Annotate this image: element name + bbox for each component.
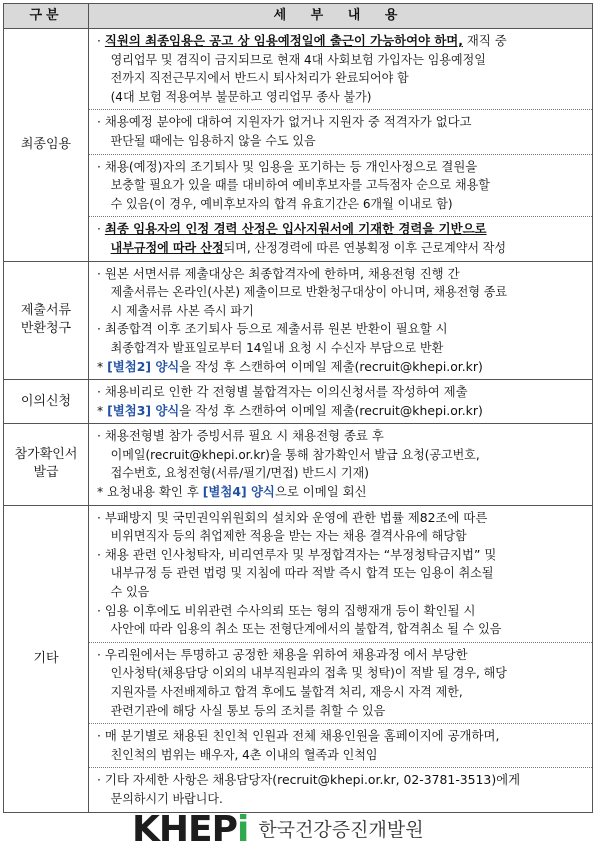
header-category: 구분 xyxy=(4,4,89,29)
text-line: 판단될 때에는 임용하지 않을 수도 있음 xyxy=(110,132,316,148)
detail-item xyxy=(89,724,592,768)
row-objection xyxy=(4,380,593,424)
detail-participation-certificate xyxy=(89,424,593,505)
text-line: 수 있음(이 경우, 예비후보자의 합격 유효기간은 6개월 이내로 함) xyxy=(110,195,453,211)
note-line: * 요청내용 확인 후 [별첨4] 양식으로 이메일 회신 xyxy=(97,484,367,500)
text-line: 문의하시기 바랍니다. xyxy=(110,790,223,806)
detail-item xyxy=(89,506,592,643)
text-line: 비위면직자 등의 취업제한 적용을 받는 자는 채용 결격사유에 해당함 xyxy=(110,528,467,544)
text-line: 인사청탁(채용담당 이외의 내부직원과의 접촉 및 청탁)이 적발 될 경우, 해당 xyxy=(110,665,507,681)
khepi-logo xyxy=(132,810,424,850)
text-line: 접수번호, 요청전형(서류/필기/면접) 반드시 기재) xyxy=(110,465,369,481)
text-line: · 채용예정 분야에 대하여 지원자가 없거나 지원자 중 적격자가 없다고 xyxy=(97,114,472,130)
text-line: 시 제출서류 사본 즉시 파기 xyxy=(110,302,254,318)
text-line: · 채용전형별 참가 증빙서류 필요 시 채용전형 종료 후 xyxy=(97,428,384,444)
category-return-documents: 제출서류 반환청구 xyxy=(4,261,89,380)
text-line: 영리업무 및 겸직이 금지되므로 현재 4대 사회보험 가입자는 임용예정일 xyxy=(110,51,486,67)
note-line: * [별첨2] 양식을 작성 후 스캔하여 이메일 제출(recruit@khepi.or.kr) xyxy=(97,358,483,374)
row-return-documents xyxy=(4,261,593,380)
detail-item xyxy=(89,643,592,724)
category-final-appointment: 최종임용 xyxy=(4,29,89,262)
detail-item xyxy=(89,29,592,110)
text-line: 내부규정에 따라 산정되며, 산정경력에 따른 연봉획정 이후 근로계약서 작성 xyxy=(110,239,507,255)
table-header-row xyxy=(4,4,593,29)
text-line: 보충할 필요가 있을 때를 대비하여 예비후보자를 고득점자 순으로 채용할 xyxy=(110,177,490,193)
text-line: 지원자를 사전배제하고 합격 후에도 불합격 처리, 재응시 자격 제한, xyxy=(110,684,463,699)
text-line: · 최종 임용자의 인정 경력 산정은 입사지원서에 기재한 경력을 기반으로 xyxy=(97,221,487,237)
detail-item xyxy=(89,380,592,423)
detail-item xyxy=(89,424,592,504)
row-final-appointment xyxy=(4,29,593,262)
text-line: 전까지 직전근무지에서 반드시 퇴사처리가 완료되어야 함 xyxy=(110,70,409,86)
category-participation-certificate: 참가확인서 발급 xyxy=(4,424,89,505)
detail-final-appointment xyxy=(89,29,593,262)
recruitment-notice-table xyxy=(3,3,593,813)
row-participation-certificate xyxy=(4,424,593,505)
header-detail: 세 부 내 용 xyxy=(89,4,593,29)
text-line: 수 있음 xyxy=(110,584,150,600)
note-line: * [별첨3] 양식을 작성 후 스캔하여 이메일 제출(recruit@khepi.or.kr) xyxy=(97,402,483,418)
text-line: · 기타 자세한 사항은 채용담당자(recruit@khepi.or.kr, 02-3781-3513)에게 xyxy=(97,772,521,788)
text-line: · 채용 관련 인사청탁자, 비리연루자 및 부정합격자는 “부정청탁금지법” 및 xyxy=(97,546,497,562)
detail-item xyxy=(89,217,592,260)
text-line: · 매 분기별로 채용된 친인척 인원과 전체 채용인원을 홈페이지에 공개하며, xyxy=(97,728,500,744)
attachment-2-ref: [별첨2] 양식 xyxy=(107,358,180,374)
attachment-4-ref: [별첨4] 양식 xyxy=(202,484,275,500)
attachment-3-ref: [별첨3] 양식 xyxy=(107,402,180,418)
category-objection: 이의신청 xyxy=(4,380,89,424)
category-etc: 기타 xyxy=(4,505,89,812)
text-line: 사안에 따라 임용의 취소 또는 전형단계에서의 불합격, 합격취소 될 수 있음 xyxy=(110,621,502,637)
text-line: · 원본 서면서류 제출대상은 최종합격자에 한하며, 채용전형 진행 간 xyxy=(97,265,460,281)
detail-item xyxy=(89,110,592,154)
detail-item xyxy=(89,262,592,380)
text-line: · 직원의 최종임용은 공고 상 임용예정일에 출근이 가능하여야 하며, 재직 중 xyxy=(97,33,507,48)
row-etc xyxy=(4,505,593,812)
text-line: · 최종합격 이후 조기퇴사 등으로 제출서류 원본 반환이 필요할 시 xyxy=(97,321,448,337)
text-line: · 채용(예정)자의 조기퇴사 및 임용을 포기하는 등 개인사정으로 결원을 xyxy=(97,158,478,174)
text-line: · 우리원에서는 투명하고 공정한 채용을 위하여 채용과정 에서 부당한 xyxy=(97,646,468,662)
text-line: 이메일(recruit@khepi.or.kr)을 통해 참가확인서 발급 요청(공고번호, xyxy=(110,446,480,462)
khepi-logo-text: 한국건강증진개발원 xyxy=(258,819,424,841)
text-line: 내부규정 등 관련 법령 및 지침에 따라 적발 즉시 합격 또는 임용이 취소될 xyxy=(110,565,494,581)
text-line: 제출서류는 온라인(사본) 제출이므로 반환청구대상이 아니며, 채용전형 종료 xyxy=(110,284,508,300)
text-line: 친인척의 범위는 배우자, 4촌 이내의 혈족과 인척임 xyxy=(110,746,378,762)
detail-objection xyxy=(89,380,593,424)
text-line: · 부패방지 및 국민권익위원회의 설치와 운영에 관한 법률 제82조에 따른 xyxy=(97,509,488,525)
text-line: 관련기관에 해당 사실 통보 등의 조치를 취할 수 있음 xyxy=(110,702,386,718)
text-line: · 채용비리로 인한 각 전형별 불합격자는 이의신청서를 작성하여 제출 xyxy=(97,384,468,400)
detail-etc xyxy=(89,505,593,812)
detail-item xyxy=(89,768,592,811)
detail-item xyxy=(89,155,592,218)
text-line: 최종합격자 발표일로부터 14일내 요청 시 수신자 부담으로 반환 xyxy=(110,339,444,355)
khepi-logo-mark: KHEPi xyxy=(132,809,249,850)
text-line: · 임용 이후에도 비위관련 수사의뢰 또는 형의 집행재개 등이 확인될 시 xyxy=(97,602,476,618)
detail-return-documents xyxy=(89,261,593,380)
text-line: (4대 보험 적용여부 불문하고 영리업무 종사 불가) xyxy=(110,88,372,104)
